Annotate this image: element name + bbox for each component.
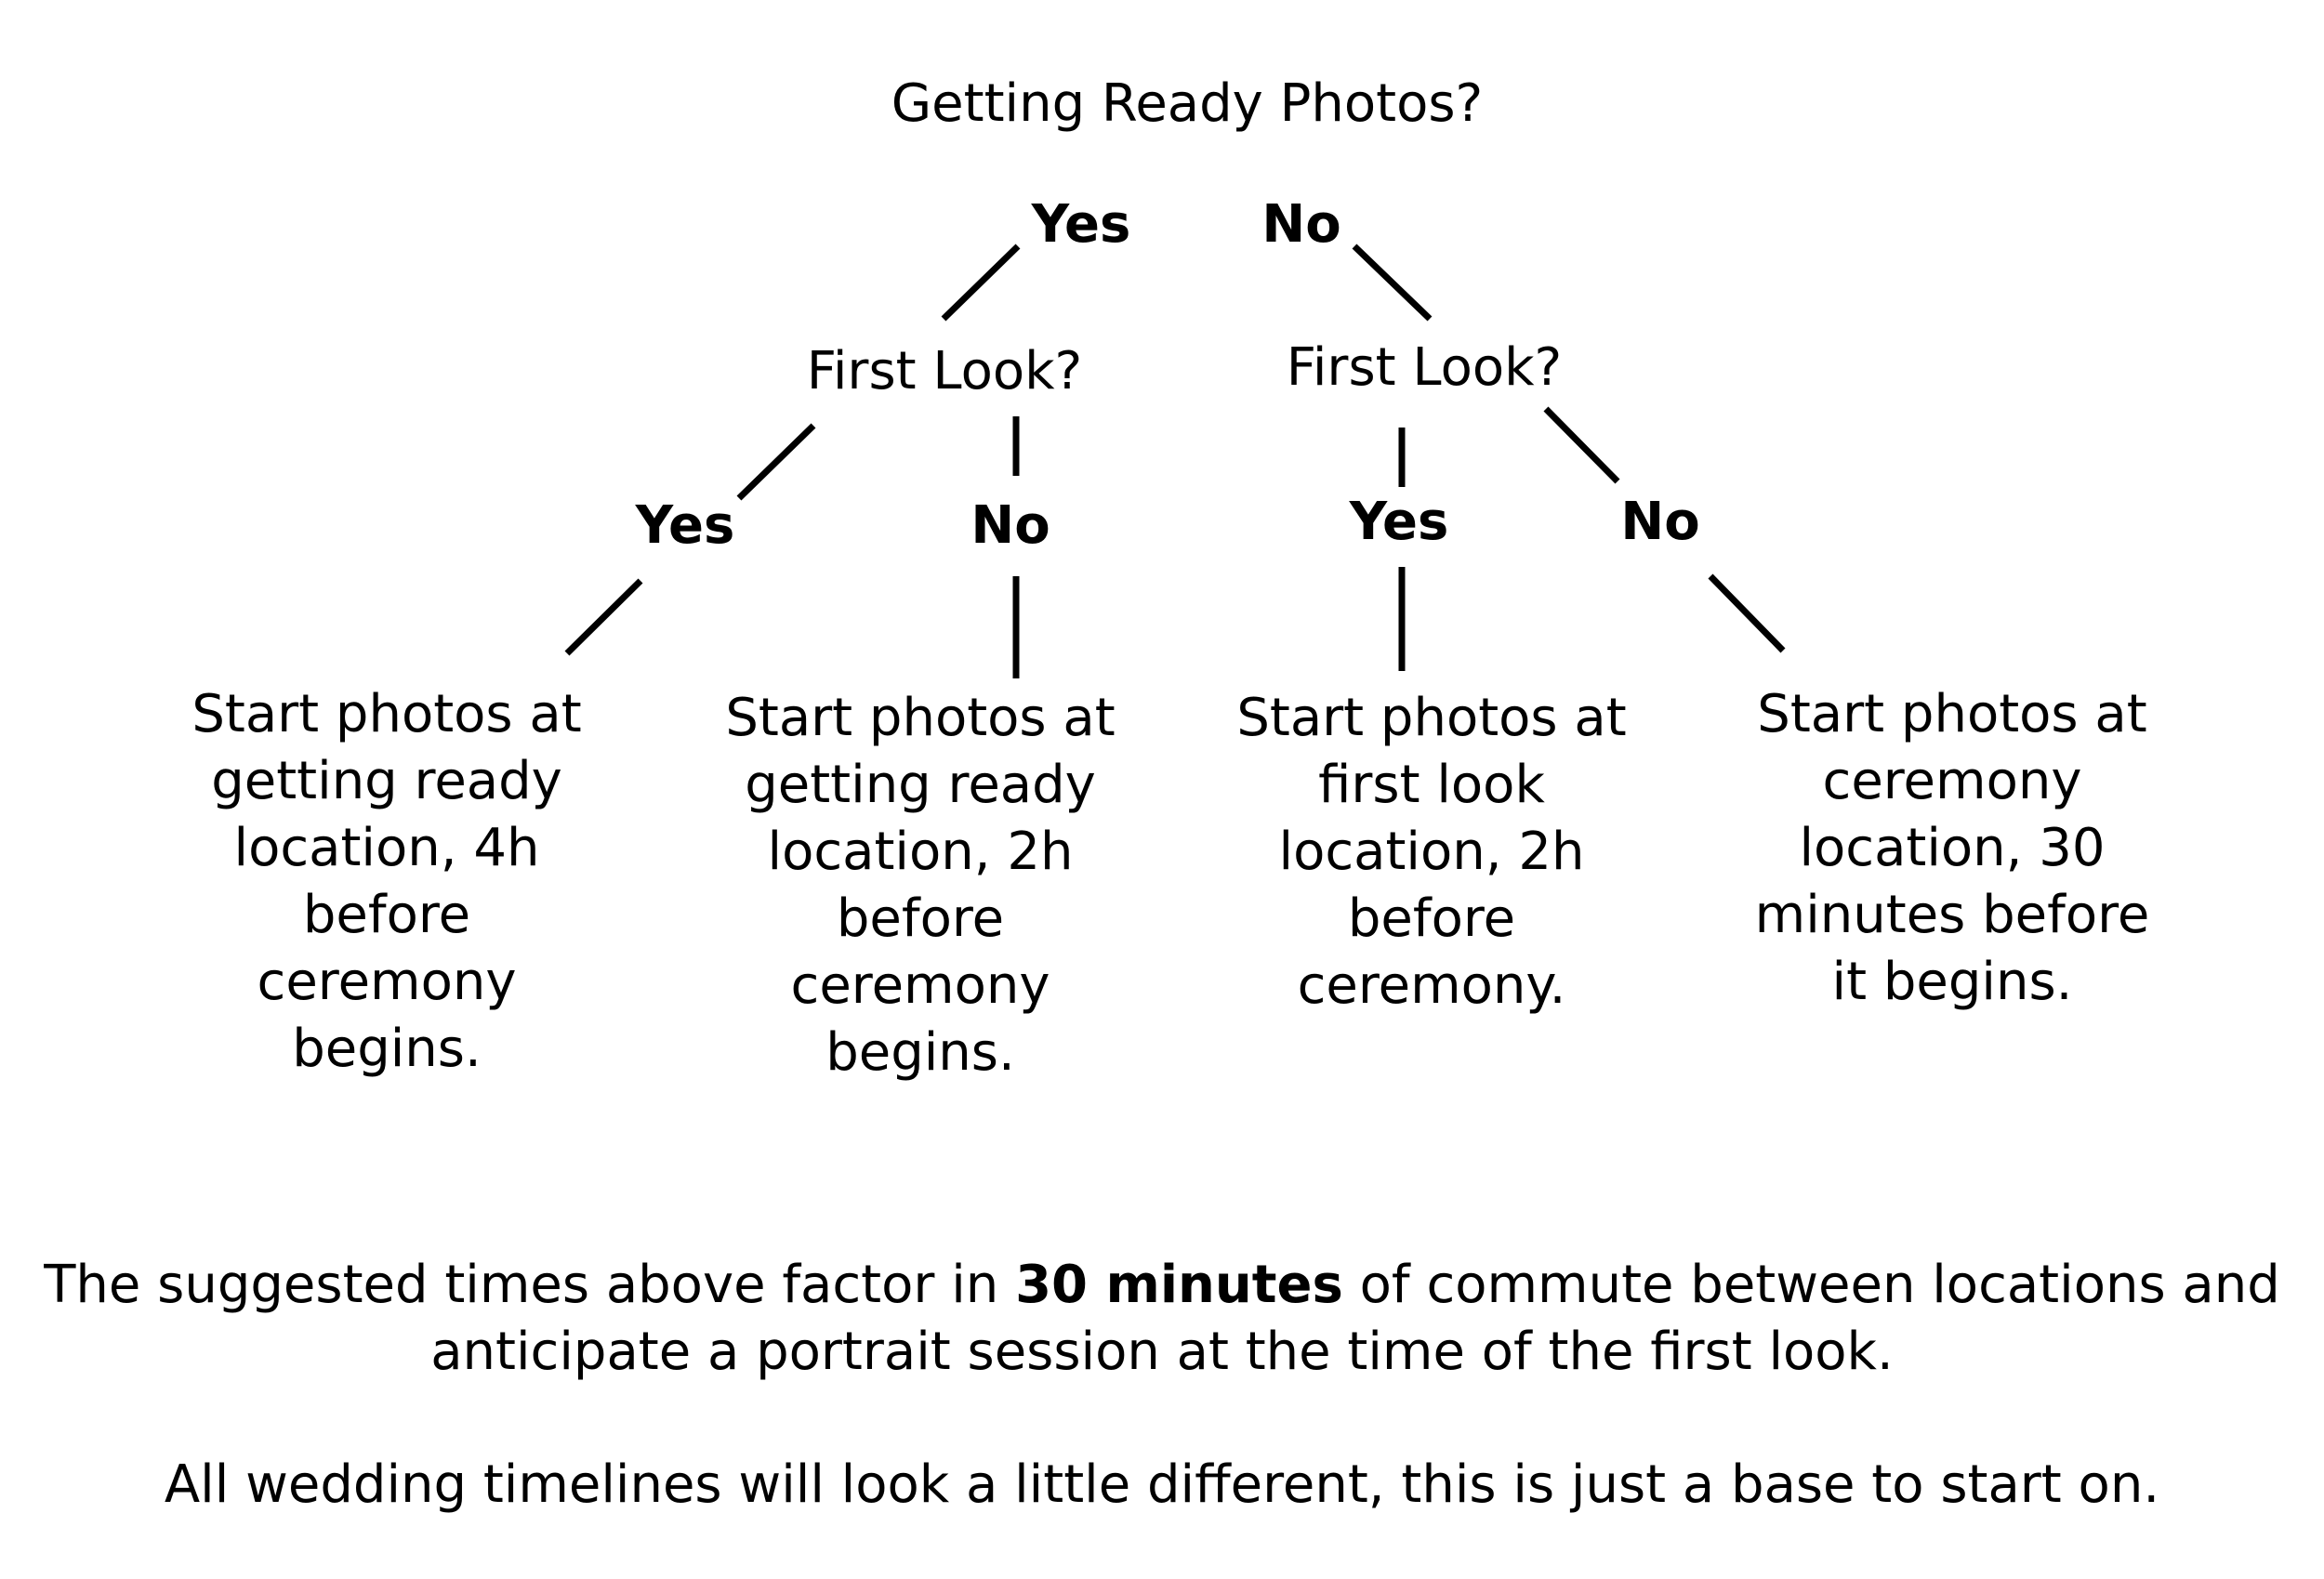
- outcome-line: Start photos at: [1236, 688, 1627, 748]
- outcome-line: location, 30: [1799, 818, 2106, 878]
- outcome-line: Start photos at: [191, 684, 582, 744]
- note-commute-before: The suggested times above factor in: [44, 1255, 1016, 1315]
- outcome-line: Start photos at: [725, 688, 1116, 748]
- left-answer-no: No: [971, 495, 1050, 556]
- outcome-line: location, 2h: [1278, 822, 1585, 882]
- outcome-line: first look: [1318, 755, 1545, 815]
- outcome-line: before: [836, 888, 1005, 949]
- outcome-line: minutes before: [1754, 885, 2150, 945]
- outcome-line: Start photos at: [1757, 684, 2147, 744]
- left-first-look-question: First Look?: [806, 341, 1083, 401]
- outcome-left-yes: [191, 681, 581, 1083]
- connector-right-no: [1546, 409, 1618, 481]
- outcome-right-no: [1755, 681, 2150, 1016]
- outcome-line: before: [1347, 888, 1516, 949]
- outcome-line: begins.: [825, 1022, 1015, 1083]
- connector-right-no-outcome: [1710, 576, 1783, 651]
- connector-root-yes: [944, 246, 1018, 319]
- outcome-line: it begins.: [1831, 952, 2073, 1012]
- note-commute-line-1: [0, 1252, 2324, 1319]
- connector-left-yes-outcome: [567, 581, 640, 653]
- outcome-line: ceremony: [790, 955, 1050, 1016]
- left-answer-yes: Yes: [635, 495, 735, 556]
- outcome-line: begins.: [292, 1019, 482, 1079]
- note-disclaimer-line: All wedding timelines will look a little different, this is just a base to start on.: [164, 1454, 2160, 1515]
- outcome-line: ceremony: [257, 952, 517, 1012]
- outcome-line: location, 4h: [233, 818, 540, 878]
- outcome-line: ceremony: [1822, 751, 2082, 811]
- right-answer-no: No: [1620, 492, 1700, 552]
- note-commute: [0, 1252, 2324, 1386]
- outcome-line: getting ready: [745, 755, 1096, 815]
- connector-left-yes: [739, 426, 813, 498]
- outcome-line: ceremony.: [1297, 955, 1566, 1016]
- connector-root-no: [1354, 246, 1430, 319]
- outcome-line: before: [302, 885, 471, 945]
- right-first-look-question: First Look?: [1286, 337, 1563, 398]
- note-commute-bold: 30 minutes: [1015, 1255, 1343, 1315]
- note-disclaimer: [0, 1452, 2324, 1519]
- root-question: Getting Ready Photos?: [891, 73, 1484, 134]
- note-commute-after: of commute between locations and: [1342, 1255, 2280, 1315]
- right-answer-yes: Yes: [1349, 492, 1449, 552]
- root-answer-yes: Yes: [1031, 194, 1131, 255]
- outcome-line: location, 2h: [767, 822, 1074, 882]
- outcome-right-yes: [1236, 685, 1626, 1020]
- root-answer-no: No: [1261, 194, 1341, 255]
- outcome-line: getting ready: [211, 751, 562, 811]
- outcome-left-no: [725, 685, 1115, 1086]
- note-commute-line-2: anticipate a portrait session at the time of the first look.: [430, 1322, 1894, 1382]
